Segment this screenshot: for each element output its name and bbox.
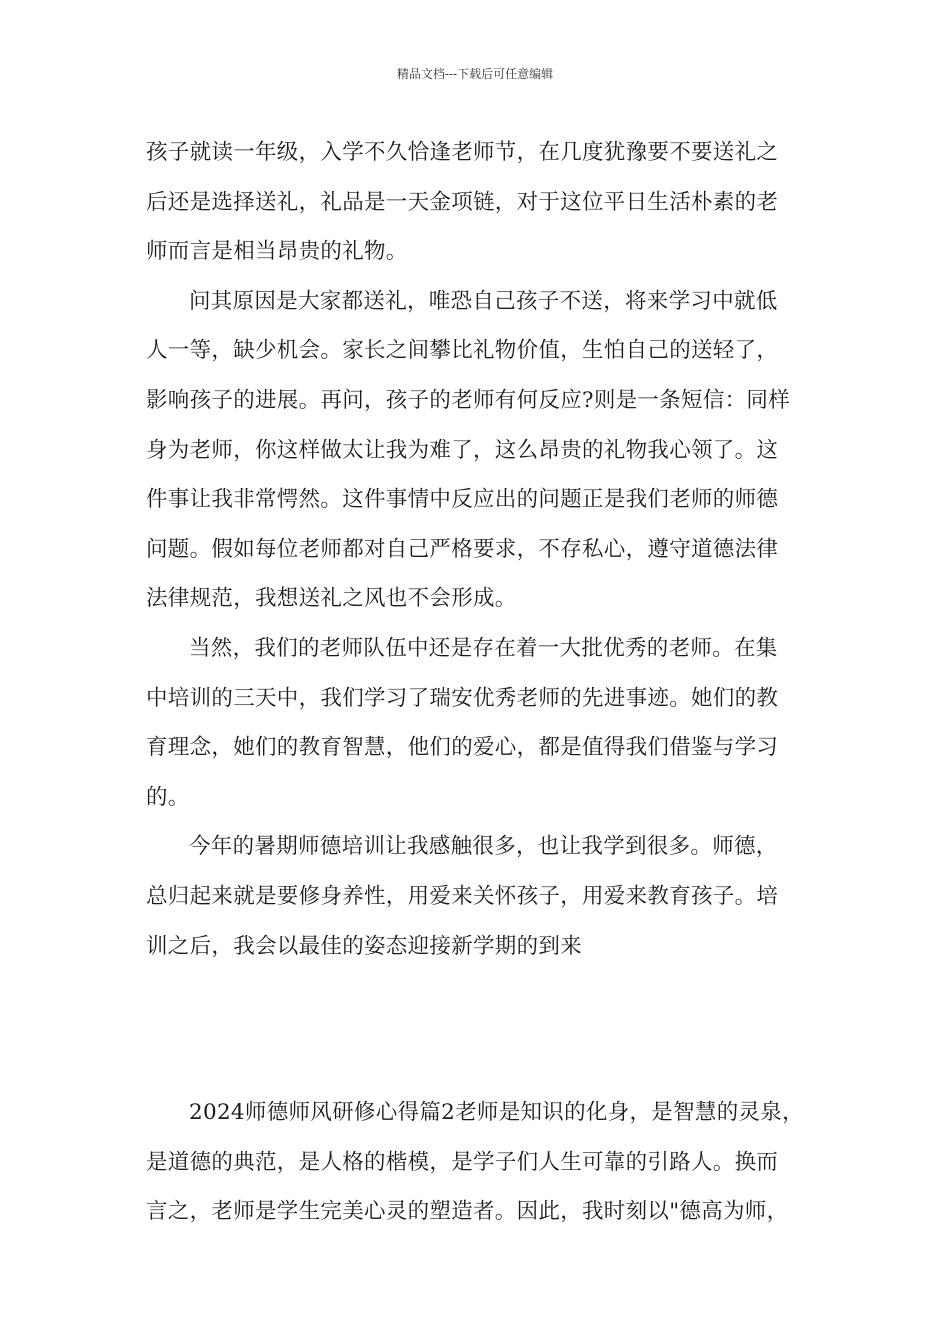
- paragraph-1: [146, 128, 810, 277]
- paragraph-3: [146, 624, 810, 822]
- text-line: 后还是选择送礼，礼品是一天金项链，对于这位平日生活朴素的老: [146, 189, 779, 215]
- text-line: 训之后，我会以最佳的姿态迎接新学期的到来: [146, 933, 583, 959]
- text-line: 总归起来就是要修身养性，用爱来关怀孩子，用爱来教育孩子。培: [146, 883, 779, 909]
- page-header: 精品文档---下载后可任意编辑: [396, 67, 554, 81]
- text-line: 孩子就读一年级，入学不久恰逢老师节，在几度犹豫要不要送礼之: [146, 140, 779, 165]
- paragraph-5: [146, 1088, 810, 1237]
- text-line: 影响孩子的进展。再问，孩子的老师有何反应?则是一条短信：同样: [146, 387, 791, 413]
- text-line: 今年的暑期师德培训让我感触很多，也让我学到很多。师德，: [189, 834, 778, 860]
- text-line: 身为老师，你这样做太让我为难了，这么昂贵的礼物我心领了。这: [146, 437, 779, 463]
- text-line: 的。: [146, 784, 190, 810]
- document-body-continued: [146, 1088, 810, 1237]
- paragraph-4: [146, 822, 810, 971]
- text-line: 法律规范，我想送礼之风也不会形成。: [146, 586, 517, 612]
- paragraph-2: [146, 277, 810, 624]
- text-line: 2024师德师风研修心得篇2老师是知识的化身，是智慧的灵泉，: [189, 1100, 804, 1125]
- text-line: 问其原因是大家都送礼，唯恐自己孩子不送，将来学习中就低: [189, 288, 778, 314]
- text-line: 问题。假如每位老师都对自己严格要求，不存私心，遵守道德法律: [146, 536, 779, 562]
- text-line: 件事让我非常愕然。这件事情中反应出的问题正是我们老师的师德: [146, 487, 779, 513]
- text-line: 言之，老师是学生完美心灵的塑造者。因此，我时刻以"德高为师，: [146, 1199, 789, 1225]
- text-line: 人一等，缺少机会。家长之间攀比礼物价值，生怕自己的送轻了，: [146, 338, 779, 364]
- text-line: 是道德的典范，是人格的楷模，是学子们人生可靠的引路人。换而: [146, 1149, 779, 1175]
- text-line: 当然，我们的老师队伍中还是存在着一大批优秀的老师。在集: [189, 635, 778, 661]
- document-body: [146, 128, 810, 971]
- text-line: 育理念，她们的教育智慧，他们的爱心，都是值得我们借鉴与学习: [146, 735, 779, 761]
- text-line: 师而言是相当昂贵的礼物。: [146, 239, 408, 265]
- text-line: 中培训的三天中，我们学习了瑞安优秀老师的先进事迹。她们的教: [146, 685, 779, 711]
